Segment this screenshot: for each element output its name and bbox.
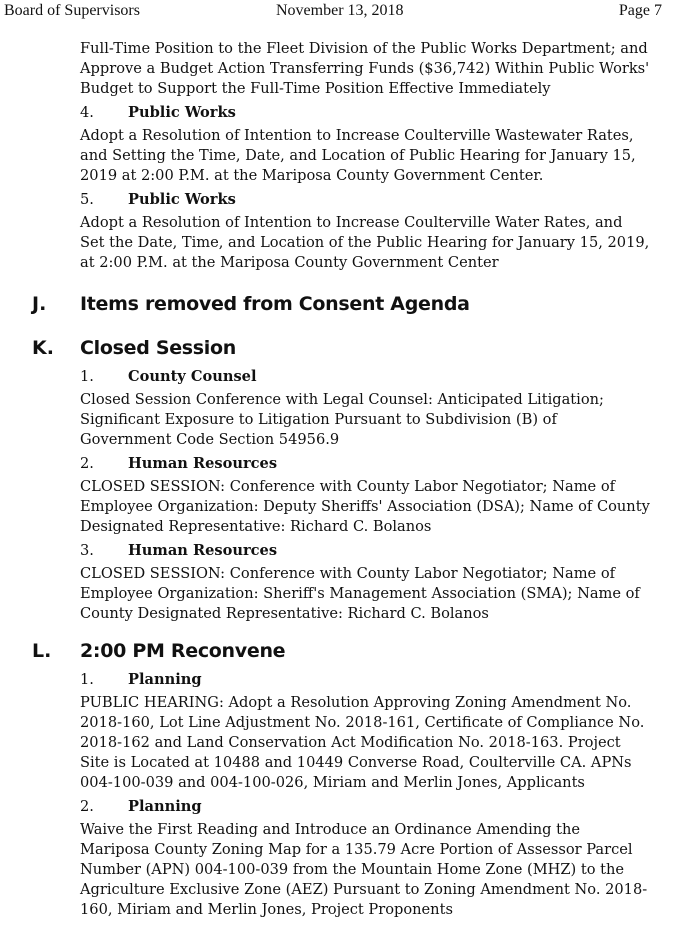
item-department: Human Resources (128, 455, 278, 472)
item-department: Public Works (128, 191, 236, 208)
section-title: Items removed from Consent Agenda (80, 293, 470, 315)
item-department: Human Resources (128, 542, 278, 559)
item-description: Adopt a Resolution of Intention to Increase Coulterville Wastewater Rates, and Setting the Time, Date, and Location of Public Hearing for January 15, 2019 at 2:00 P.M. at the Mariposa County Government Center. (80, 127, 636, 184)
header-page-number: Page 7 (618, 2, 662, 19)
item-number: 5. (80, 191, 94, 208)
agenda-item (0, 190, 680, 273)
item-number: 1. (80, 671, 94, 688)
section-letter: K. (32, 337, 54, 359)
item-description: Adopt a Resolution of Intention to Increase Coulterville Water Rates, and Set the Date, Time, and Location of the Public Hearing for January 15, 2019, at 2:00 P.M. at the Mariposa County Government Center (80, 214, 650, 271)
item-description: Closed Session Conference with Legal Counsel: Anticipated Litigation; Significant Exposure to Litigation Pursuant to Subdivision (B) of Government Code Section 54956.9 (80, 391, 604, 448)
item-description: Waive the First Reading and Introduce an Ordinance Amending the Mariposa County Zoning Map for a 135.79 Acre Portion of Assessor Parcel Number (APN) 004-100-039 from the Mountain Home Zone (MHZ) to the Agriculture Exclusive Zone (AEZ) Pursuant to Zoning Amendment No. 2018-160, Miriam and Merlin Jones, Project Proponents (80, 821, 648, 918)
header-date: November 13, 2018 (276, 2, 404, 19)
agenda-item (0, 670, 680, 793)
item-number: 3. (80, 542, 94, 559)
item-number: 2. (80, 455, 94, 472)
section-letter: J. (32, 293, 47, 315)
agenda-item (0, 541, 680, 624)
item-description: PUBLIC HEARING: Adopt a Resolution Approving Zoning Amendment No. 2018-160, Lot Line Adjustment No. 2018-161, Certificate of Compliance No. 2018-162 and Land Conservation Act Modification No. 2018-163. Project Site is Located at 10488 and 10449 Converse Road, Coulterville CA. APNs 004-100-039 and 004-100-026, Miriam and Merlin Jones, Applicants (80, 694, 645, 791)
section-title: 2:00 PM Reconvene (80, 640, 286, 662)
item-heading (0, 190, 680, 210)
item-heading (0, 797, 680, 817)
item-heading (0, 103, 680, 123)
page-header (0, 2, 680, 24)
agenda-item (0, 454, 680, 537)
item-heading (0, 454, 680, 474)
section-j-heading (0, 289, 680, 319)
item-description: CLOSED SESSION: Conference with County Labor Negotiator; Name of Employee Organization: Sheriff's Management Association (SMA); Name of County Designated Representative: Richard C. Bolanos (80, 565, 640, 622)
item-number: 4. (80, 104, 94, 121)
agenda-item (0, 103, 680, 186)
agenda-content (0, 39, 680, 920)
item-heading (0, 670, 680, 690)
section-l-heading (0, 636, 680, 666)
item-department: Planning (128, 798, 202, 815)
item-heading (0, 367, 680, 387)
item-department: County Counsel (128, 368, 257, 385)
item-number: 1. (80, 368, 94, 385)
item-description: CLOSED SESSION: Conference with County Labor Negotiator; Name of Employee Organization: Deputy Sheriffs' Association (DSA); Name of County Designated Representative: Richard C. Bolanos (80, 478, 650, 535)
section-k-heading (0, 333, 680, 363)
item-heading (0, 541, 680, 561)
item-number: 2. (80, 798, 94, 815)
section-title: Closed Session (80, 337, 237, 359)
agenda-item (0, 797, 680, 920)
item-department: Planning (128, 671, 202, 688)
continuation-text: Full-Time Position to the Fleet Division of the Public Works Department; and Approve a Budget Action Transferring Funds ($36,742) Within Public Works' Budget to Support the Full-Time Position Effective Immediately (80, 40, 650, 97)
agenda-item (0, 367, 680, 450)
section-letter: L. (32, 640, 52, 662)
item-department: Public Works (128, 104, 236, 121)
header-board-name: Board of Supervisors (4, 2, 140, 19)
